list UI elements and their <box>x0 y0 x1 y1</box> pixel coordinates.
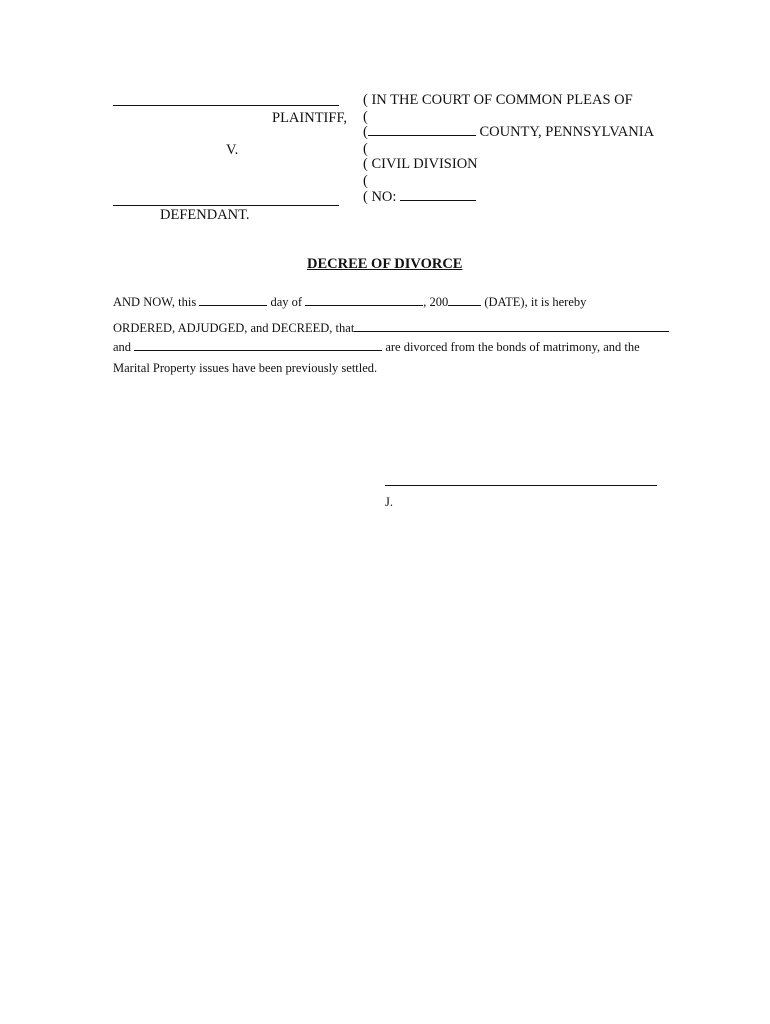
case-number-blank[interactable] <box>400 199 476 201</box>
body-line-2 <box>113 321 669 336</box>
day-blank[interactable] <box>199 304 267 306</box>
court-line-6: ( <box>363 173 368 189</box>
ordered-text: ORDERED, ADJUDGED, and DECREED, that <box>113 321 355 335</box>
court-line-1: ( IN THE COURT OF COMMON PLEAS OF <box>363 92 633 108</box>
civil-division-label: ( CIVIL DIVISION <box>363 156 478 172</box>
day-of-text: day of <box>270 295 303 309</box>
month-blank[interactable] <box>305 304 423 306</box>
versus-label: V. <box>226 142 239 158</box>
divorced-text: are divorced from the bonds of matrimony, and the <box>385 340 640 354</box>
body-line-3 <box>113 340 640 355</box>
year-prefix-text: , 200 <box>423 295 449 309</box>
county-name-blank[interactable] <box>368 134 476 136</box>
case-number-line <box>363 189 476 206</box>
judge-label: J. <box>385 495 393 509</box>
year-blank[interactable] <box>448 304 481 306</box>
party-one-blank[interactable] <box>354 330 669 332</box>
defendant-label: DEFENDANT. <box>160 207 250 223</box>
and-now-text: AND NOW, this <box>113 295 197 309</box>
plaintiff-name-line[interactable] <box>113 105 339 106</box>
county-line <box>363 124 654 141</box>
county-paren: ( <box>363 124 368 140</box>
party-two-blank[interactable] <box>134 349 382 351</box>
plaintiff-label: PLAINTIFF, <box>272 110 347 126</box>
judge-signature-line[interactable] <box>385 485 657 486</box>
county-label: COUNTY, PENNSYLVANIA <box>479 124 655 140</box>
date-hereby-text: (DATE), it is hereby <box>484 295 587 309</box>
court-line-4: ( <box>363 141 368 157</box>
body-line-1 <box>113 295 586 310</box>
and-text: and <box>113 340 132 354</box>
body-line-4: Marital Property issues have been previously settled. <box>113 361 378 375</box>
court-line-2: ( <box>363 109 368 125</box>
document-title: DECREE OF DIVORCE <box>307 256 463 272</box>
defendant-name-line[interactable] <box>113 205 339 206</box>
case-number-label: ( NO: <box>363 189 397 205</box>
